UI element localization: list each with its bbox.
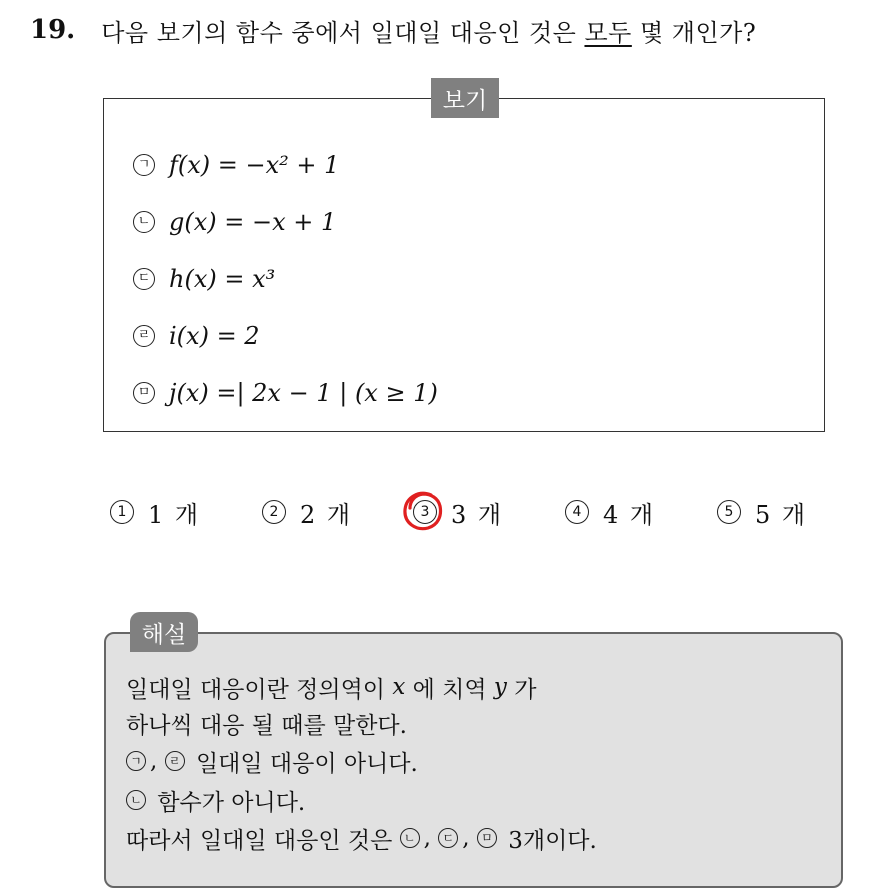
bogi-formula: h(x) = x³	[169, 265, 276, 293]
explanation-mark: ㄴ	[400, 828, 420, 848]
separator: ,	[423, 825, 431, 851]
choice-2[interactable]	[262, 494, 352, 530]
explanation-mark: ㄹ	[165, 751, 185, 771]
explanation-line-3	[126, 744, 418, 778]
explanation-mark: ㅁ	[477, 828, 497, 848]
choice-number: 4	[565, 500, 589, 524]
explanation-line-5	[126, 821, 597, 855]
explanation-line-4	[126, 783, 305, 817]
variable-x: x	[392, 674, 406, 700]
explanation-mark: ㄴ	[126, 790, 146, 810]
choice-5[interactable]	[717, 494, 807, 530]
bogi-item-3	[133, 262, 275, 296]
bogi-title: 보기	[431, 78, 499, 118]
choice-number: 5	[717, 500, 741, 524]
choice-label: 1 개	[148, 500, 201, 529]
explanation-line-2: 하나씩 대응 될 때를 말한다.	[126, 712, 407, 739]
bogi-formula: j(x) =| 2x − 1 | (x ≥ 1)	[169, 379, 438, 407]
bogi-mark: ㄷ	[133, 268, 155, 290]
choice-label: 3 개	[451, 500, 504, 529]
explanation-text: 에 치역	[412, 676, 487, 703]
bogi-item-1	[133, 148, 339, 182]
choice-number: 2	[262, 500, 286, 524]
explanation-text: 일대일 대응이 아니다.	[195, 750, 418, 777]
explanation-mark: ㄱ	[126, 751, 146, 771]
choice-label: 2 개	[300, 500, 353, 529]
question-text	[101, 13, 756, 48]
question-header	[30, 12, 756, 48]
question-text-after: 몇 개인가?	[639, 18, 757, 47]
bogi-mark: ㄹ	[133, 325, 155, 347]
explanation-text: 따라서 일대일 대응인 것은	[126, 827, 393, 854]
choice-1[interactable]	[110, 494, 200, 530]
question-number: 19.	[30, 15, 76, 45]
separator: ,	[150, 748, 158, 774]
explanation-title: 해설	[130, 612, 198, 652]
variable-y: y	[493, 674, 507, 700]
bogi-item-4	[133, 319, 260, 353]
bogi-formula: i(x) = 2	[169, 322, 260, 350]
explanation-mark: ㄷ	[438, 828, 458, 848]
explanation-text: 함수가 아니다.	[157, 789, 306, 816]
question-text-before: 다음 보기의 함수 중에서 일대일 대응인 것은	[101, 18, 577, 47]
explanation-line-1	[126, 670, 536, 704]
bogi-mark: ㅁ	[133, 382, 155, 404]
choice-number: 1	[110, 500, 134, 524]
explanation-text: 일대일 대응이란 정의역이	[126, 676, 386, 703]
bogi-formula: f(x) = −x² + 1	[169, 151, 340, 179]
selection-circle-icon	[401, 489, 445, 533]
bogi-mark: ㄴ	[133, 211, 155, 233]
question-text-underlined: 모두	[584, 18, 632, 47]
bogi-item-5	[133, 376, 438, 410]
bogi-mark: ㄱ	[133, 154, 155, 176]
bogi-item-2	[133, 205, 336, 239]
choice-number: 3	[413, 500, 437, 524]
choice-4[interactable]	[565, 494, 655, 530]
bogi-formula: g(x) = −x + 1	[169, 208, 337, 236]
explanation-text: 3개이다.	[508, 827, 597, 854]
choice-label: 5 개	[755, 500, 808, 529]
choice-label: 4 개	[603, 500, 656, 529]
explanation-text: 가	[514, 676, 537, 703]
separator: ,	[462, 825, 470, 851]
